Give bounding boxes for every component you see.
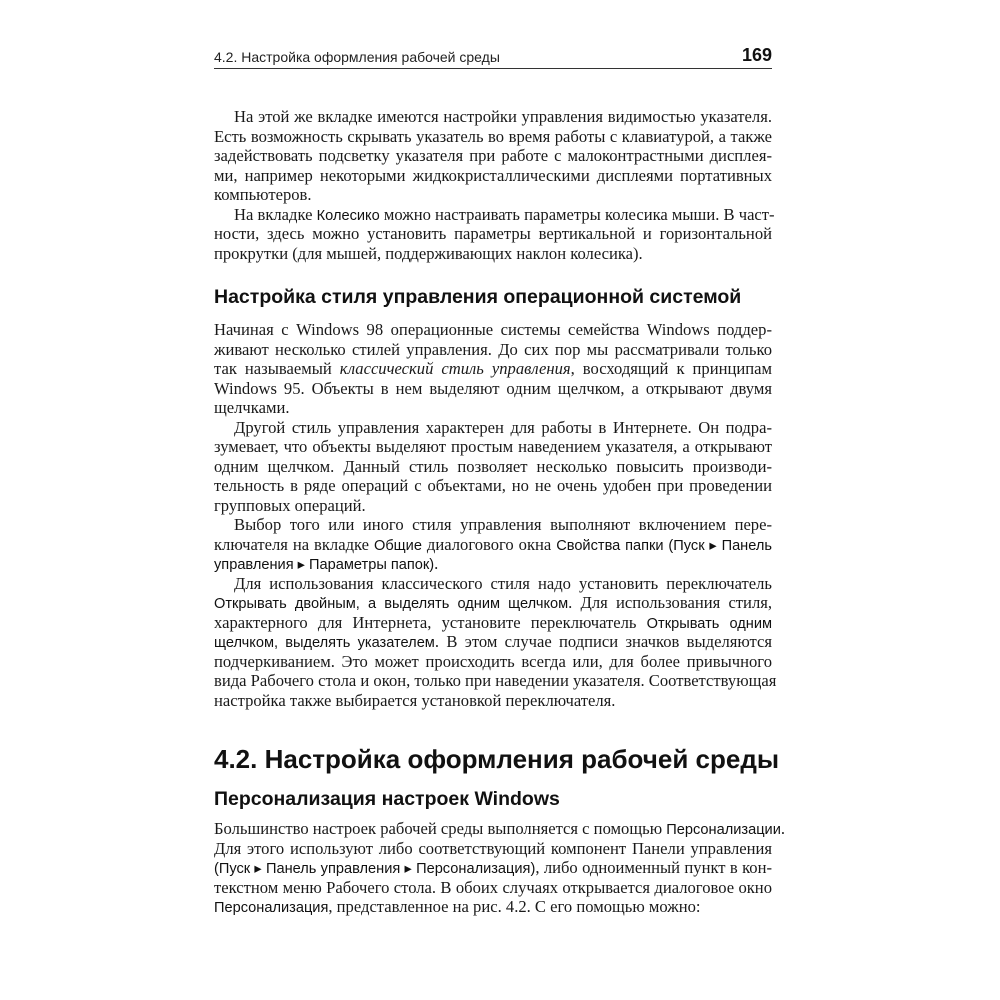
body-text: подчеркиванием. Это может происходить всегда или, для более привычного [214,651,772,671]
body-text: На этой же вкладке имеются настройки управления видимостью указателя. [234,107,772,126]
body-text: Windows 95. Объекты в нем выделяют одним щелчком, а открывают двумя [214,378,772,398]
body-text: можно настраивать параметры колесика мыши. В част- [379,204,775,224]
body-text: прокрутки (для мышей, поддерживающих наклон колесика). [214,243,643,263]
text-line [214,574,772,594]
body-text: одним щелчком. Данный стиль позволяет несколько повысить производи- [214,456,772,476]
body-text: ключателя на вкладке [214,534,374,554]
body-text: групповых операций. [214,495,366,515]
body-text: Начиная с Windows 98 операционные системы семейства Windows поддер- [214,320,772,339]
text-line [214,185,772,205]
subsection-heading: Настройка стиля управления операционной системой [214,286,742,308]
body-text: . [780,819,786,838]
body-text: задействовать подсветку указателя при работе с малоконтрастными дисплея- [214,146,772,165]
ui-term: Персонализация [214,900,329,916]
body-text: Есть возможность скрывать указатель во время работы с клавиатурой, а также [214,126,772,146]
ui-term: Открывать двойным, а выделять одним щелчком [214,596,569,612]
text-line [214,819,786,839]
ui-term: Свойства папки (Пуск ▸ Панель [556,537,772,554]
text-line [214,379,772,399]
text-line [214,457,772,477]
body-text: текстном меню Рабочего стола. В обоих случаях открывается диалоговое окно [214,877,772,897]
text-line [214,897,772,917]
text-line [214,146,772,166]
body-text: зумевает, что объекты выделяют простым наведением указателя, а открывают [214,437,772,456]
body-text: Другой стиль управления характерен для работы в Интернете. Он подра- [234,417,772,437]
text-line [214,359,772,379]
body-text: , восходящий к принципам [570,359,772,378]
ui-term: Открывать одним [646,615,772,632]
paragraph-block [214,107,775,263]
body-text: вида Рабочего стола и окон, только при наведении указателя. Соответствующая [214,671,777,690]
body-text: тельность в ряде операций с объектами, но не очень удобен при проведении [214,476,772,495]
running-header [214,46,772,69]
text-line [214,224,772,244]
body-text: живают несколько стилей управления. До сих пор мы рассматривали только [214,339,772,359]
body-text: , представленное на рис. 4.2. С его помощью можно: [328,897,701,916]
text-line [214,554,772,574]
text-line [214,107,772,127]
body-text: Большинство настроек рабочей среды выполняется с помощью [214,819,667,838]
text-line [214,204,775,225]
body-text: Для использования классического стиля надо установить переключатель [234,573,772,593]
body-text: ности, здесь можно установить параметры вертикальной и горизонтальной [214,224,772,243]
text-line [214,593,772,613]
text-line [214,691,772,711]
body-text: Для этого используют либо соответствующий компонент Панели управления [214,838,772,858]
text-line [214,476,772,496]
body-text: характерного для Интернета, установите переключатель [214,612,647,632]
body-text: На вкладке [234,204,317,224]
text-line [214,613,772,633]
emphasis-text: классический стиль управления [339,359,571,378]
section-heading: 4.2. Настройка оформления рабочей среды [214,744,780,774]
text-line [214,127,772,147]
paragraph-block [214,320,777,710]
text-line [214,632,772,652]
text-line [214,398,772,418]
text-line [214,166,772,186]
text-line [214,878,772,898]
text-line [214,858,772,878]
body-text: так называемый [214,359,340,378]
running-header-title: 4.2. Настройка оформления рабочей среды [214,49,500,65]
text-line [214,652,772,672]
ui-term: Персонализации [666,822,781,838]
text-line [214,244,772,264]
text-line [214,320,772,340]
body-text: щелчками. [214,398,290,417]
body-text: Выбор того или иного стиля управления выполняют включением пере- [234,515,772,534]
body-text: настройка также выбирается установкой переключателя. [214,690,616,710]
text-line [214,671,777,691]
body-text: компьютеров. [214,185,312,204]
ui-term: Общие [373,537,422,554]
body-text: диалогового окна [421,534,557,554]
ui-term: щелчком, выделять указателем [214,635,435,651]
ui-term: (Пуск ▸ Панель управления ▸ Персонализация) [214,861,536,877]
body-text: . Для использования стиля, [568,593,773,612]
body-text: , либо одноименный пункт в кон- [535,858,772,877]
body-text: ми, например некоторыми жидкокристаллическими дисплеями портативных [214,165,772,185]
text-line [214,340,772,360]
body-text: . В этом случае подписи значков выделяются [434,632,772,651]
text-line [214,496,772,516]
text-line [214,515,772,535]
body-text: . [434,554,439,573]
text-line [214,535,772,555]
ui-term: Колесико [316,207,380,224]
page-number: 169 [741,45,772,65]
subsection-heading: Персонализация настроек Windows [214,788,560,810]
paragraph-block [214,819,786,917]
ui-term: управления ▸ Параметры папок) [214,557,435,573]
text-line [214,418,772,438]
text-line [214,437,772,457]
text-line [214,839,772,859]
